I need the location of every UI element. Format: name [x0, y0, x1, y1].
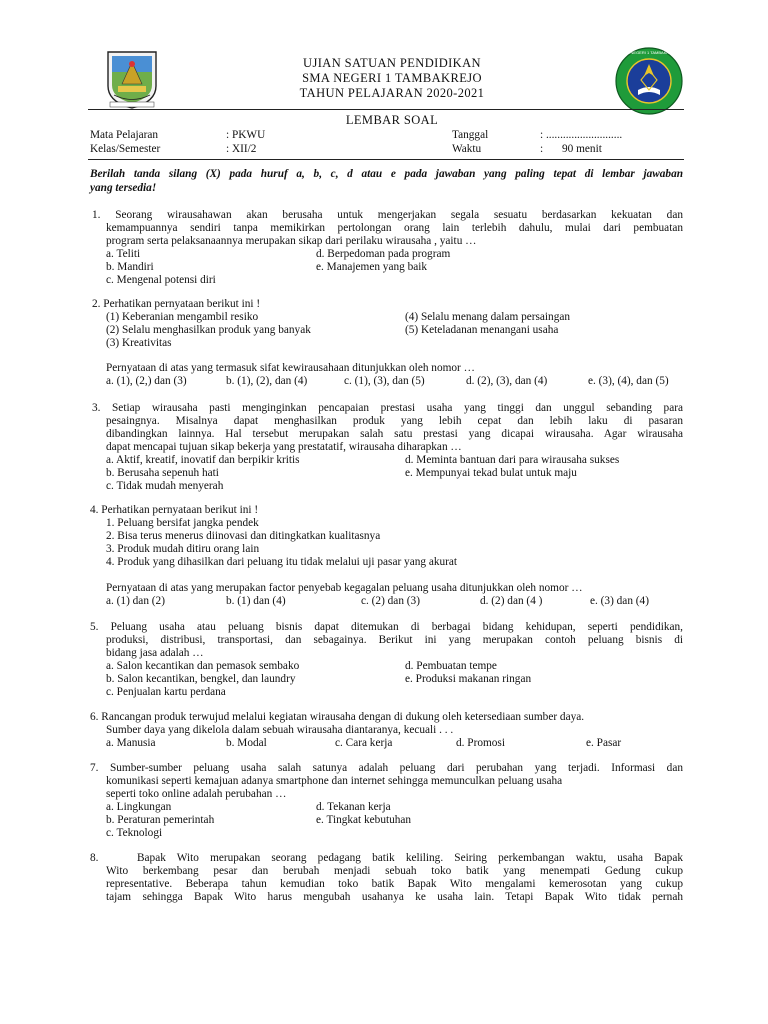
- instruction-line-2: yang tersedia!: [90, 182, 157, 194]
- q6-option-b: b. Modal: [226, 737, 267, 749]
- q2-option-b: b. (1), (2), dan (4): [226, 375, 308, 387]
- q6-line-2: Sumber daya yang dikelola dalam sebuah wirausaha diantaranya, kecuali . . .: [106, 724, 454, 736]
- q3-option-b: b. Berusaha sepenuh hati: [106, 467, 219, 479]
- q4-statement-1: 1. Peluang bersifat jangka pendek: [106, 517, 259, 529]
- subject-label: Mata Pelajaran: [90, 129, 159, 141]
- q4-option-b: b. (1) dan (4): [226, 595, 286, 607]
- q4-option-d: d. (2) dan (4 ): [480, 595, 543, 607]
- school-logo: [614, 46, 684, 116]
- instruction-line-1: Berilah tanda silang (X) pada huruf a, b, c, d atau e pada jawaban yang paling tepat di lembar jawaban: [90, 168, 683, 180]
- q4-question: Pernyataan di atas yang merupakan factor penyebab kegagalan peluang usaha ditunjukkan oleh nomor …: [106, 582, 583, 594]
- q4-option-c: c. (2) dan (3): [361, 595, 420, 607]
- q8-line-4: tajam sehingga Bapak Wito harus mengubah usahanya ke usaha lain. Tetapi Bapak Wito tidak pernah: [106, 891, 683, 903]
- date-label: Tanggal: [452, 129, 489, 141]
- q2-option-e: e. (3), (4), dan (5): [588, 375, 669, 387]
- q3-line-2: pesaingnya. Misalnya dapat menghasilkan produk yang lebih cepat dan lebih laku di pasaran: [106, 415, 683, 427]
- q4-option-e: e. (3) dan (4): [590, 595, 649, 607]
- q5-option-d: d. Pembuatan tempe: [405, 660, 497, 672]
- q5-option-a: a. Salon kecantikan dan pemasok sembako: [106, 660, 300, 672]
- q8-line-2: Wito berkembang pesar dan berubah menjadi sebuah toko batik yang menempati Gedung cukup: [106, 865, 683, 877]
- q2-statement-3: (3) Kreativitas: [106, 337, 172, 349]
- provincial-crest-logo: [104, 48, 160, 110]
- q1-line-1: 1. Seorang wirausahawan akan berusaha untuk mengerjakan segala sesuatu berdasarkan kekuatan dan: [92, 209, 683, 221]
- time-colon: :: [540, 143, 544, 155]
- q3-line-1: 3. Setiap wirausaha pasti menginginkan pencapaian prestasi usaha yang tinggi dan unggul sebanding para: [92, 402, 683, 414]
- q8-line-3: representative. Beberapa tahun kemudian toko batik Bapak Wito mengalami kemerosotan yang cukup: [106, 878, 683, 890]
- q3-line-4: dapat mencapai tujuan sikap bekerja yang prestatatif, wirausaha diharapkan …: [106, 441, 462, 453]
- svg-text:SMA NEGERI 1 TAMBAKREJO: SMA NEGERI 1 TAMBAKREJO: [620, 50, 678, 55]
- q7-option-b: b. Peraturan pemerintah: [106, 814, 215, 826]
- q7-line-2: komunikasi seperti kemajuan adanya smartphone dan internet sehingga memunculkan peluang usaha: [106, 775, 563, 787]
- q3-option-e: e. Mempunyai tekad bulat untuk maju: [405, 467, 577, 479]
- q7-option-c: c. Teknologi: [106, 827, 163, 839]
- q7-option-d: d. Tekanan kerja: [316, 801, 391, 813]
- q2-option-d: d. (2), (3), dan (4): [466, 375, 548, 387]
- q3-line-3: dibandingkan lainnya. Hal tersebut merupakan salah satu prestasi yang dicapai wirausaha. Agar wirausaha: [106, 428, 683, 440]
- q3-option-c: c. Tidak mudah menyerah: [106, 480, 224, 492]
- q8-number: 8.: [90, 852, 99, 864]
- time-label: Waktu: [452, 143, 482, 155]
- q7-option-e: e. Tingkat kebutuhan: [316, 814, 412, 826]
- date-value: : ...........................: [540, 129, 623, 141]
- q2-statement-2: (2) Selalu menghasilkan produk yang banyak: [106, 324, 311, 336]
- sheet-title: LEMBAR SOAL: [345, 113, 439, 127]
- q6-option-a: a. Manusia: [106, 737, 156, 749]
- q4-stem: 4. Perhatikan pernyataan berikut ini !: [90, 504, 259, 516]
- q3-option-a: a. Aktif, kreatif, inovatif dan berpikir kritis: [106, 454, 300, 466]
- q7-option-a: a. Lingkungan: [106, 801, 172, 813]
- q2-option-c: c. (1), (3), dan (5): [344, 375, 425, 387]
- q5-option-b: b. Salon kecantikan, bengkel, dan laundry: [106, 673, 296, 685]
- exam-title: UJIAN SATUAN PENDIDIKAN: [303, 56, 481, 70]
- q1-option-e: e. Manajemen yang baik: [316, 261, 428, 273]
- q4-statement-2: 2. Bisa terus menerus diinovasi dan ditingkatkan kualitasnya: [106, 530, 381, 542]
- q5-option-c: c. Penjualan kartu perdana: [106, 686, 226, 698]
- time-value: 90 menit: [562, 143, 602, 155]
- q2-option-a: a. (1), (2,) dan (3): [106, 375, 187, 387]
- q4-statement-4: 4. Produk yang dihasilkan dari peluang itu tidak melalui uji pasar yang akurat: [106, 556, 458, 568]
- q5-option-e: e. Produksi makanan ringan: [405, 673, 532, 685]
- q8-line-1: Bapak Wito merupakan seorang pedagang batik keliling. Seiring perkembangan waktu, usaha Bapak: [137, 852, 683, 864]
- q2-statement-5: (5) Keteladanan menangani usaha: [405, 324, 559, 336]
- header-divider: [88, 109, 684, 110]
- q6-option-e: e. Pasar: [586, 737, 622, 749]
- q3-option-d: d. Meminta bantuan dari para wirausaha sukses: [405, 454, 620, 466]
- q4-statement-3: 3. Produk mudah ditiru orang lain: [106, 543, 260, 555]
- school-name: SMA NEGERI 1 TAMBAKREJO: [302, 71, 482, 85]
- q6-option-c: c. Cara kerja: [335, 737, 393, 749]
- class-label: Kelas/Semester: [90, 143, 161, 155]
- q7-line-3: seperti toko online adalah perubahan …: [106, 788, 287, 800]
- q7-line-1: 7. Sumber-sumber peluang usaha salah satunya adalah peluang dari perubahan yang terjadi. Informasi dan: [90, 762, 683, 774]
- q5-line-2: produksi, distribusi, transportasi, dan sebagainya. Berikut ini yang merupakan contoh peluang bisnis di: [106, 634, 683, 646]
- q1-line-3: program serta pelaksanaannya merupakan sikap dari perilaku wirausaha , yaitu …: [106, 235, 477, 247]
- q5-line-1: 5. Peluang usaha atau peluang bisnis dapat ditemukan di berbagai bidang kehidupan, seperti pendidikan,: [90, 621, 683, 633]
- q6-line-1: 6. Rancangan produk terwujud melalui kegiatan wirausaha dengan di dukung oleh ketersediaan sumber daya.: [90, 711, 585, 723]
- q1-option-b: b. Mandiri: [106, 261, 154, 273]
- q1-option-d: d. Berpedoman pada program: [316, 248, 451, 260]
- subject-value: : PKWU: [226, 129, 266, 141]
- q5-line-3: bidang jasa adalah …: [106, 647, 204, 659]
- q1-line-2: kemampuannya sendiri tanpa memikirkan pertolongan orang lain terlebih dahulu, mulai dari pembuatan: [106, 222, 683, 234]
- academic-year: TAHUN PELAJARAN 2020-2021: [299, 86, 485, 100]
- q2-statement-4: (4) Selalu menang dalam persaingan: [405, 311, 571, 323]
- info-divider: [88, 159, 684, 160]
- q4-option-a: a. (1) dan (2): [106, 595, 165, 607]
- q1-option-c: c. Mengenal potensi diri: [106, 274, 216, 286]
- q2-question: Pernyataan di atas yang termasuk sifat kewirausahaan ditunjukkan oleh nomor …: [106, 362, 475, 374]
- class-value: : XII/2: [226, 143, 257, 155]
- q2-stem: 2. Perhatikan pernyataan berikut ini !: [92, 298, 261, 310]
- q6-option-d: d. Promosi: [456, 737, 505, 749]
- q2-statement-1: (1) Keberanian mengambil resiko: [106, 311, 259, 323]
- q1-option-a: a. Teliti: [106, 248, 141, 260]
